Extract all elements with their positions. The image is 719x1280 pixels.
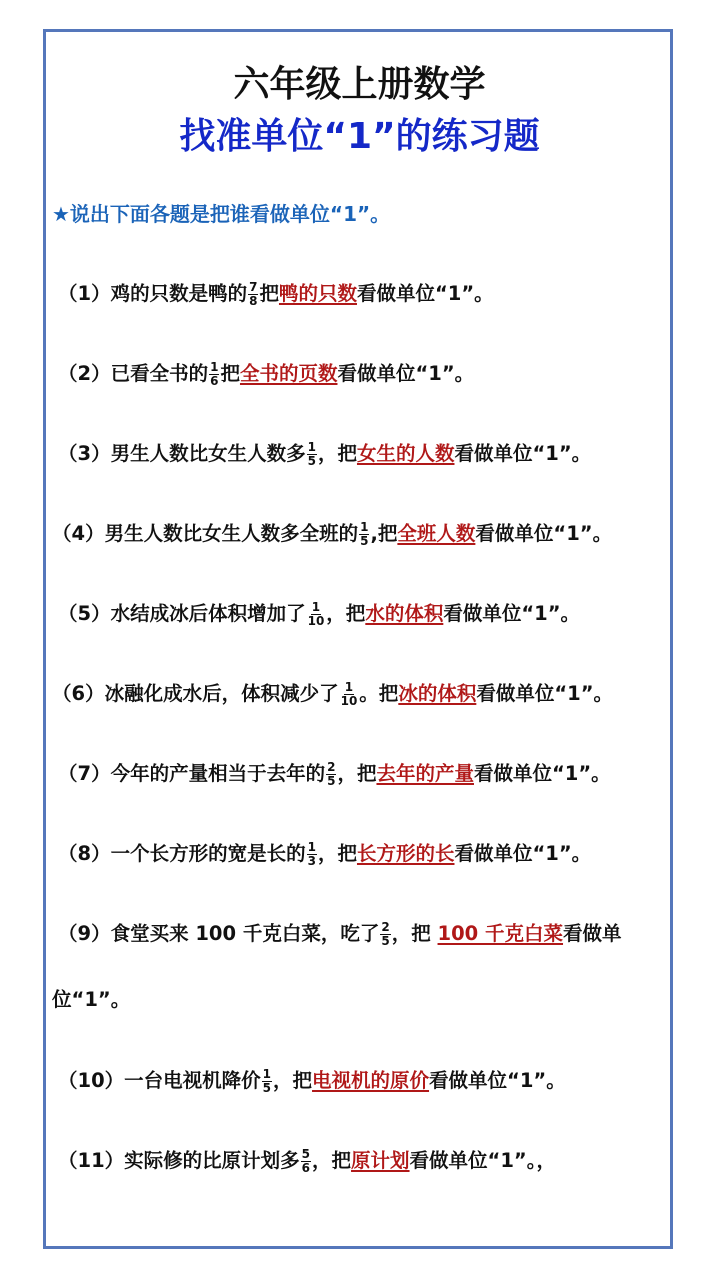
answer-unit-one: 100 千克白菜 [437, 922, 564, 945]
fraction-numerator: 1 [311, 600, 321, 614]
answer-unit-one: 鸭的只数 [278, 282, 357, 305]
question-number: （7） [58, 762, 111, 785]
question-number: （9） [58, 922, 111, 945]
fraction [380, 921, 390, 948]
question-ending: 看做单 [563, 922, 622, 945]
fraction-numerator: 2 [327, 760, 336, 774]
question-connector: 把 [220, 362, 240, 385]
question-continuation: 位“1”。 [52, 988, 131, 1011]
fraction [248, 281, 258, 308]
question-ending: 看做单位“1”。， [409, 1149, 556, 1172]
question-item [58, 356, 474, 392]
question-text: 男生人数比女生人数多全班的 [104, 522, 359, 545]
question-connector: 把 [259, 282, 279, 305]
question-text: 一台电视机降价 [124, 1069, 261, 1092]
fraction-denominator: 5 [307, 454, 316, 468]
question-item [52, 516, 612, 552]
question-text: 鸡的只数是鸭的 [110, 282, 248, 305]
fraction [301, 1148, 311, 1175]
question-item [58, 276, 494, 312]
question-ending: 看做单位“1”。 [475, 522, 613, 545]
question-connector: ，把 [337, 762, 377, 785]
question-item [58, 1063, 566, 1099]
fraction-numerator: 2 [381, 920, 390, 934]
page-title: 六年级上册数学 [233, 64, 486, 105]
fraction [359, 521, 369, 548]
question-ending: 看做单位“1”。 [429, 1069, 566, 1092]
fraction-denominator: 8 [249, 294, 258, 308]
question-connector: ，把 [312, 1149, 352, 1172]
fraction [326, 761, 336, 788]
fraction [340, 681, 359, 708]
question-item [58, 836, 591, 872]
fraction-denominator: 3 [307, 854, 316, 868]
answer-unit-one: 电视机的原价 [312, 1069, 430, 1092]
question-text: 男生人数比女生人数多 [110, 442, 306, 465]
fraction [307, 841, 317, 868]
fraction-denominator: 10 [307, 614, 325, 628]
question-number: （3） [58, 442, 111, 465]
question-ending: 看做单位“1”。 [476, 682, 614, 705]
fraction-denominator: 5 [262, 1081, 272, 1095]
question-text: 实际修的比原计划多 [124, 1149, 300, 1172]
fraction [209, 361, 219, 388]
fraction [307, 601, 326, 628]
page-subtitle: 找准单位“1”的练习题 [179, 116, 540, 157]
instruction-text: ★说出下面各题是把谁看做单位“1”。 [52, 202, 391, 226]
question-connector: ，把 [326, 602, 366, 625]
question-text: 已看全书的 [110, 362, 209, 385]
fraction-numerator: 1 [210, 360, 219, 374]
question-ending: 看做单位“1”。 [454, 842, 592, 865]
question-number: （10） [58, 1069, 125, 1092]
question-number: （5） [58, 602, 111, 625]
fraction-denominator: 6 [210, 374, 219, 388]
question-text: 今年的产量相当于去年的 [110, 762, 326, 785]
answer-unit-one: 冰的体积 [398, 682, 477, 705]
question-item [52, 676, 613, 712]
question-connector: ，把 [317, 842, 357, 865]
answer-unit-one: 女生的人数 [356, 442, 455, 465]
question-text: 冰融化成水后，体积减少了 [104, 682, 339, 705]
fraction-denominator: 5 [327, 774, 336, 788]
question-item [58, 916, 622, 952]
question-item [58, 436, 591, 472]
question-ending: 看做单位“1”。 [443, 602, 581, 625]
answer-unit-one: 长方形的长 [356, 842, 455, 865]
fraction-numerator: 5 [301, 1147, 311, 1161]
fraction-denominator: 5 [381, 934, 390, 948]
question-ending: 看做单位“1”。 [454, 442, 592, 465]
question-ending: 看做单位“1”。 [337, 362, 475, 385]
fraction-numerator: 1 [307, 440, 316, 454]
question-number: （2） [58, 362, 111, 385]
question-text: 一个长方形的宽是长的 [110, 842, 306, 865]
fraction [262, 1068, 272, 1095]
answer-unit-one: 去年的产量 [376, 762, 474, 785]
fraction-numerator: 1 [307, 840, 316, 854]
fraction-denominator: 10 [340, 694, 358, 708]
question-text: 食堂买来 100 千克白菜，吃了 [110, 922, 380, 945]
question-number: （11） [58, 1149, 125, 1172]
question-number: （6） [52, 682, 105, 705]
question-item [58, 1143, 556, 1179]
fraction-numerator: 1 [262, 1067, 272, 1081]
question-number: （4） [52, 522, 105, 545]
fraction-denominator: 5 [360, 534, 369, 548]
answer-unit-one: 水的体积 [365, 602, 444, 625]
answer-unit-one: 全书的页数 [239, 362, 338, 385]
question-connector: ,把 [370, 522, 398, 545]
fraction-numerator: 1 [360, 520, 369, 534]
answer-unit-one: 全班人数 [397, 522, 476, 545]
question-number: （8） [58, 842, 111, 865]
question-number: （1） [58, 282, 111, 305]
fraction [307, 441, 317, 468]
question-text: 水结成冰后体积增加了 [110, 602, 306, 625]
fraction-denominator: 6 [301, 1161, 311, 1175]
fraction-numerator: 7 [249, 280, 258, 294]
question-ending: 看做单位“1”。 [473, 762, 611, 785]
question-ending: 看做单位“1”。 [356, 282, 494, 305]
fraction-numerator: 1 [344, 680, 354, 694]
question-connector: ，把 [391, 922, 438, 945]
question-connector: 。把 [359, 682, 399, 705]
answer-unit-one: 原计划 [351, 1149, 410, 1172]
question-connector: ，把 [317, 442, 357, 465]
question-item [58, 756, 611, 792]
question-connector: ，把 [273, 1069, 313, 1092]
question-item [58, 596, 580, 632]
